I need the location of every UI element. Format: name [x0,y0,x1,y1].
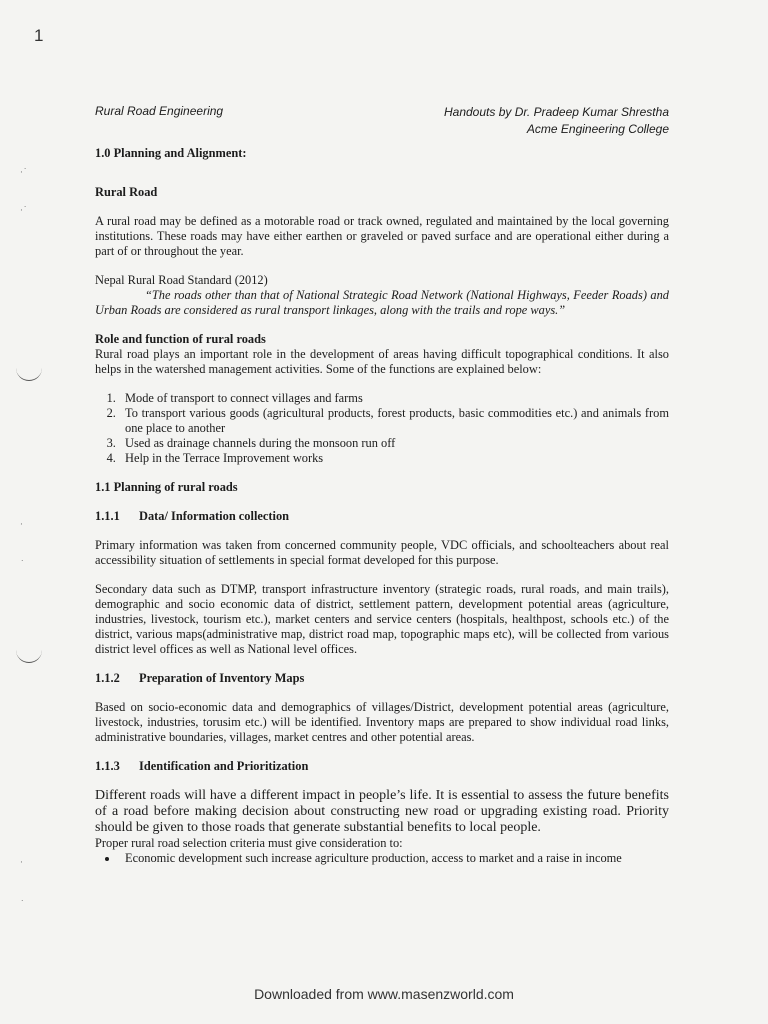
margin-mark: ˙ [20,900,25,910]
prioritization-paragraph: Different roads will have a different impact in people’s life. It is essential to assess the future benefits of a road before making decision about constructing new road or upgrading existing road. Priority should be given to those roads that generate substantial benefits to local people. [95,788,669,835]
download-footer: Downloaded from www.masenzworld.com [254,986,514,1002]
list-item: 4. Help in the Terrace Improvement works [119,451,669,466]
role-heading: Role and function of rural roads [95,332,266,346]
margin-mark: ·˙ [20,206,28,216]
primary-info-paragraph: Primary information was taken from concerned community people, VDC officials, and schoolteachers about real accessibility situation of settlements in special format developed for this purpose. [95,538,669,567]
section-title: 1.0 Planning and Alignment: [95,146,247,160]
list-item: • Economic development such increase agriculture production, access to market and a raise in income [119,851,669,866]
hole-punch-mark [16,368,42,381]
subsection-heading-1-1-3 [95,759,669,774]
document-body [95,146,669,866]
margin-mark: · [20,858,23,868]
margin-mark: · [20,520,23,530]
standard-quote: “The roads other than that of National Strategic Road Network (National Highways, Feeder Roads) and Urban Roads are considered as rural transport linkages, along with the trails and rope ways.” [95,288,669,317]
header-college: Acme Engineering College [526,122,669,136]
list-item: 3. Used as drainage channels during the monsoon run off [119,436,669,451]
functions-list [95,391,669,466]
rural-road-definition: A rural road may be defined as a motorable road or track owned, regulated and maintained by the local governing institutions. These roads may have either earthen or graveled or paved surface and are operational either during a part of or throughout the year. [95,214,669,258]
list-item: 2. To transport various goods (agricultural products, forest products, basic commodities etc.) and animals from one place to another [119,406,669,436]
subsection-title: Preparation of Inventory Maps [139,671,305,685]
subsection-number: 1.1.2 [95,671,120,685]
inventory-maps-paragraph: Based on socio-economic data and demographics of villages/District, development potential areas (agriculture, livestock, industries, torusim etc.) will be identified. Inventory maps are prepared to show individual road links, administrative boundaries, villages, market centres and other potential areas. [95,700,669,744]
hole-punch-mark [16,650,42,663]
planning-heading: 1.1 Planning of rural roads [95,480,238,494]
margin-mark: ·˙ [20,168,28,178]
subsection-number: 1.1.3 [95,759,120,773]
margin-mark: ˙ [20,560,25,570]
secondary-data-paragraph: Secondary data such as DTMP, transport infrastructure inventory (strategic roads, rural roads, and main trails), demographic and socio economic data of district, settlement pattern, development potential areas (agriculture, industries, livestock, tourism etc.), market centers and service centers (hospitals, healthpost, schools etc.) of the district, various maps(administrative map, district road map, topographic maps etc), will be collected from various district level offices as well as National level offices. [95,582,669,656]
header-author-block [444,104,669,138]
standard-reference: Nepal Rural Road Standard (2012) [95,273,268,287]
subsection-title: Identification and Prioritization [139,759,309,773]
subsection-title: Data/ Information collection [139,509,290,523]
selection-criteria-intro: Proper rural road selection criteria must give consideration to: [95,836,403,850]
subsection-number: 1.1.1 [95,509,120,523]
subsection-heading-1-1-2 [95,671,669,686]
rural-road-heading: Rural Road [95,185,158,199]
header-course-title: Rural Road Engineering [95,104,224,118]
page-number: 1 [34,26,44,45]
subsection-heading-1-1-1 [95,509,669,524]
criteria-list [95,851,669,866]
role-paragraph: Rural road plays an important role in the development of areas having difficult topographical conditions. It also helps in the watershed management activities. Some of the functions are explained below: [95,347,669,376]
header-author: Handouts by Dr. Pradeep Kumar Shrestha [443,105,669,119]
list-item: 1. Mode of transport to connect villages and farms [119,391,669,406]
